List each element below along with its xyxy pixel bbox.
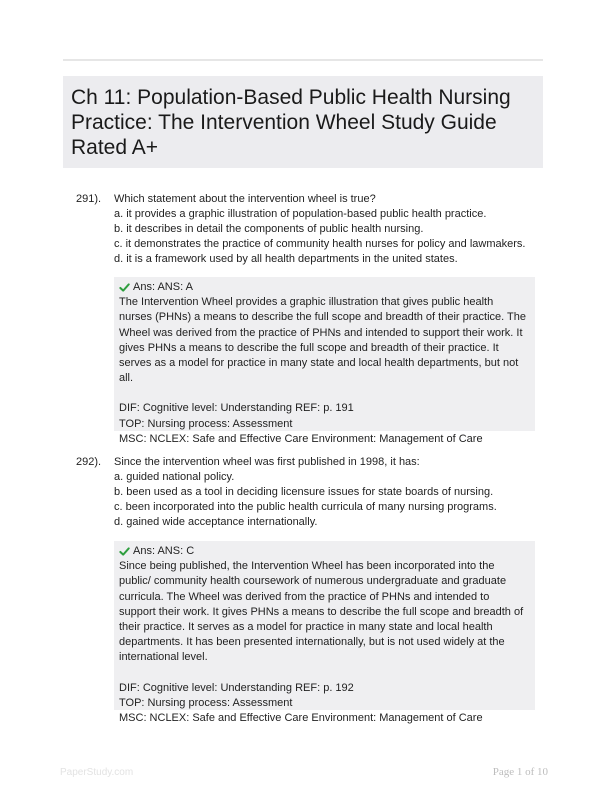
option-b: b. been used as a tool in deciding licensure issues for state boards of nursing. bbox=[114, 486, 494, 498]
meta-dif: DIF: Cognitive level: Understanding REF: p. 191 bbox=[119, 402, 354, 415]
question-stem: Since the intervention wheel was first published in 1998, it has: bbox=[114, 456, 420, 468]
title-banner bbox=[63, 76, 543, 168]
answer-panel-292 bbox=[114, 541, 535, 725]
answer-meta bbox=[119, 681, 529, 727]
answer-header bbox=[119, 544, 529, 559]
question-number: 292). bbox=[76, 456, 102, 468]
meta-top: TOP: Nursing process: Assessment bbox=[119, 696, 293, 709]
answer-label: Ans: ANS: A bbox=[133, 281, 193, 293]
answer-label: Ans: ANS: C bbox=[133, 545, 195, 557]
meta-top: TOP: Nursing process: Assessment bbox=[119, 417, 293, 430]
check-icon bbox=[119, 546, 130, 557]
top-divider bbox=[63, 59, 543, 61]
question-stem: Which statement about the intervention wheel is true? bbox=[114, 193, 376, 205]
question-body bbox=[114, 192, 539, 267]
answer-explanation: Since being published, the Intervention Wheel has been incorporated into the public/ community health coursework of numerous undergraduate and graduate curricula. The Wheel was derived from the practice of PHNs and intended to support their work. It gives PHNs a means to describe the full scope and breadth of their practice. It serves as a model for practice in many state and local health departments. It has been presented internationally, but is not used widely at the international level. bbox=[119, 560, 524, 664]
check-icon bbox=[119, 282, 130, 293]
option-c: c. been incorporated into the public health curricula of many nursing programs. bbox=[114, 501, 497, 513]
option-list bbox=[114, 470, 539, 530]
footer-watermark: PaperStudy.com bbox=[60, 767, 134, 778]
answer-meta bbox=[119, 401, 529, 447]
page-number: Page 1 of 10 bbox=[492, 766, 548, 778]
question-number: 291). bbox=[76, 193, 102, 205]
answer-explanation: The Intervention Wheel provides a graphic illustration that gives public health nurses (PHNs) a means to describe the full scope and breadth of their practice. The Wheel was derived from the practice of PHNs and intended to support their work. It gives PHNs a means to describe the full scope and breadth of their practice. It serves as a model for practice in many state and local health departments, but not all. bbox=[119, 296, 527, 385]
option-a: a. it provides a graphic illustration of population-based public health practice. bbox=[114, 208, 487, 220]
meta-msc: MSC: NCLEX: Safe and Effective Care Environment: Management of Care bbox=[119, 712, 483, 725]
meta-msc: MSC: NCLEX: Safe and Effective Care Environment: Management of Care bbox=[119, 432, 483, 445]
option-d: d. it is a framework used by all health departments in the united states. bbox=[114, 253, 458, 265]
option-d: d. gained wide acceptance internationally. bbox=[114, 516, 318, 528]
page-title: Ch 11: Population-Based Public Health Nursing Practice: The Intervention Wheel Study Guide Rated A+ bbox=[71, 86, 511, 159]
option-list bbox=[114, 207, 539, 267]
question-body bbox=[114, 455, 539, 530]
option-b: b. it describes in detail the components of public health nursing. bbox=[114, 223, 424, 235]
answer-header bbox=[119, 280, 529, 295]
option-c: c. it demonstrates the practice of community health nurses for policy and lawmakers. bbox=[114, 238, 526, 250]
answer-panel-291 bbox=[114, 277, 535, 445]
option-a: a. guided national policy. bbox=[114, 471, 235, 483]
meta-dif: DIF: Cognitive level: Understanding REF: p. 192 bbox=[119, 681, 354, 694]
